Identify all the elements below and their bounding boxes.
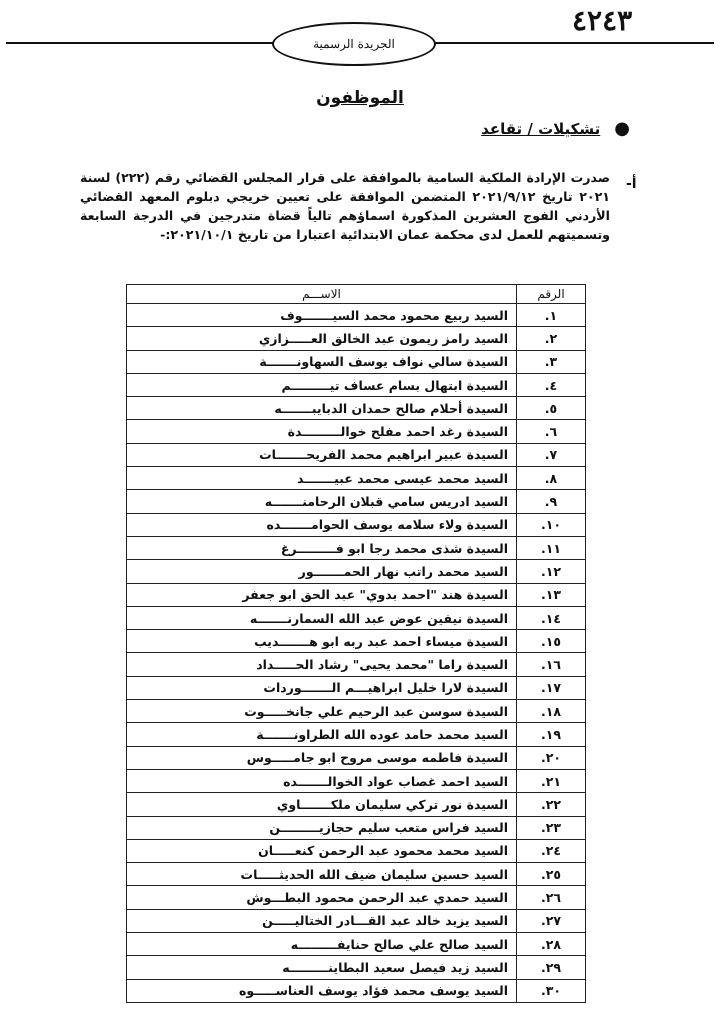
row-number: ١. [517, 304, 586, 327]
row-name: السيدة عبير ابراهيم محمد الفريحـــــــات [127, 443, 517, 466]
row-number: ٢٥. [517, 863, 586, 886]
row-name: السيد زيد فيصل سعيد البطاينـــــــــه [127, 956, 517, 979]
row-name: السيد محمد راتب نهار الحمـــــــور [127, 560, 517, 583]
row-number: ١٥. [517, 630, 586, 653]
header-name: الاســـم [127, 285, 517, 304]
row-name: السيدة أحلام صالح حمدان الدبايبـــــــه [127, 397, 517, 420]
section-title: الموظفون [316, 88, 404, 108]
table-row [127, 536, 586, 559]
row-number: ١٧. [517, 676, 586, 699]
row-name: السيدة ميساء احمد عبد ربه ابو هـــــــديب [127, 630, 517, 653]
table-row [127, 630, 586, 653]
table-row [127, 933, 586, 956]
page-number: ٤٢٤٣ [572, 4, 633, 37]
table-row [127, 467, 586, 490]
row-name: السيد صالح علي صالح حنايفـــــــــه [127, 933, 517, 956]
table-row [127, 490, 586, 513]
row-name: السيدة رغد احمد مفلح خوالـــــــــدة [127, 420, 517, 443]
table-row [127, 839, 586, 862]
row-name: السيدة نور تركي سليمان ملكـــــــاوي [127, 793, 517, 816]
row-number: ٣٠. [517, 979, 586, 1002]
row-number: ١٣. [517, 583, 586, 606]
table-body [127, 304, 586, 1003]
row-name: السيدة لارا خليل ابراهيـــم الـــــــوردات [127, 676, 517, 699]
row-name: السيدة سوسن عبد الرحيم علي جانخـــــوت [127, 700, 517, 723]
row-name: السيد يوسف محمد فؤاد يوسف العناســـــوه [127, 979, 517, 1002]
row-number: ٢١. [517, 769, 586, 792]
bullet-heading [481, 118, 630, 139]
row-name: السيدة ابتهال بسام عساف تيـــــــــم [127, 373, 517, 396]
table-row [127, 793, 586, 816]
gazette-label [272, 22, 436, 66]
row-number: ٩. [517, 490, 586, 513]
row-number: ١٢. [517, 560, 586, 583]
table-row [127, 653, 586, 676]
table-row [127, 956, 586, 979]
row-name: السيد احمد غصاب عواد الخوالـــــــده [127, 769, 517, 792]
row-number: ٨. [517, 467, 586, 490]
paragraph-marker: أ- [626, 176, 637, 192]
row-number: ٢٩. [517, 956, 586, 979]
row-number: ٢٢. [517, 793, 586, 816]
row-number: ١٤. [517, 606, 586, 629]
table-row [127, 863, 586, 886]
row-name: السيد ربيع محمود محمد السيـــــــوف [127, 304, 517, 327]
row-name: السيد ادريس سامي قبلان الرحامنـــــــه [127, 490, 517, 513]
row-name: السيد فراس متعب سليم حجازيـــــــــن [127, 816, 517, 839]
row-name: السيدة شذى محمد رجا ابو فـــــــــرغ [127, 536, 517, 559]
row-name: السيدة سالي نواف يوسف السهاونـــــــة [127, 350, 517, 373]
row-name: السيدة ولاء سلامه يوسف الحوامـــــــده [127, 513, 517, 536]
row-number: ٢٣. [517, 816, 586, 839]
table-row [127, 769, 586, 792]
row-name: السيد محمد حامد عوده الله الطراونـــــــة [127, 723, 517, 746]
table-row [127, 443, 586, 466]
table-row [127, 816, 586, 839]
table-row [127, 979, 586, 1002]
table-row [127, 606, 586, 629]
row-name: السيدة هند "احمد بدوي" عبد الحق ابو جعفر [127, 583, 517, 606]
decree-paragraph: صدرت الإرادة الملكية السامية بالموافقة على قرار المجلس القضائي رقم (٢٢٢) لسنة ٢٠٢١ تاريخ ٢٠٢١/٩/١٢ المتضمن الموافقة على تعيين خريجي دبلوم المعهد القضائي الأردني الفوج العشرين المذكورة اسماؤهم تالياً قضاة متدرجين في الدرجة السابعة وتسميتهم للعمل لدى محكمة عمان الابتدائية اعتبارا من تاريخ ٢٠٢١/١٠/١:- [80, 170, 610, 242]
row-number: ٧. [517, 443, 586, 466]
table-row [127, 373, 586, 396]
table-row [127, 583, 586, 606]
row-name: السيد حسين سليمان ضيف الله الحديثـــــات [127, 863, 517, 886]
appointees-table [126, 284, 586, 1003]
row-name: السيدة راما "محمد يحيى" رشاد الحـــــداد [127, 653, 517, 676]
row-name: السيد محمد محمود عبد الرحمن كنعـــــان [127, 839, 517, 862]
row-name: السيد محمد عيسى محمد عبيـــــــد [127, 467, 517, 490]
table-row [127, 420, 586, 443]
row-number: ١٨. [517, 700, 586, 723]
bullet-heading-text: تشكيلات / تقاعد [481, 119, 601, 138]
gazette-label-text: الجريدة الرسمية [313, 37, 395, 51]
row-number: ٦. [517, 420, 586, 443]
table-row [127, 304, 586, 327]
row-number: ٣. [517, 350, 586, 373]
table-row [127, 886, 586, 909]
header-number: الرقم [517, 285, 586, 304]
table-row [127, 350, 586, 373]
table-row [127, 676, 586, 699]
table-row [127, 746, 586, 769]
bullet-dot-icon: ● [614, 118, 630, 139]
table-row [127, 723, 586, 746]
table-row [127, 909, 586, 932]
table-row [127, 397, 586, 420]
row-name: السيدة نيفين عوض عبد الله السمارنـــــــه [127, 606, 517, 629]
row-name: السيد يزيد خالد عبد القـــادر الختاليـــــن [127, 909, 517, 932]
row-number: ١٩. [517, 723, 586, 746]
row-name: السيدة فاطمه موسى مروح ابو جامـــــوس [127, 746, 517, 769]
row-number: ٢٧. [517, 909, 586, 932]
row-name: السيد حمدي عبد الرحمن محمود البطـــوش [127, 886, 517, 909]
table-row [127, 513, 586, 536]
row-name: السيد رامز ريمون عبد الخالق العـــــزازي [127, 327, 517, 350]
row-number: ٢٠. [517, 746, 586, 769]
row-number: ٤. [517, 373, 586, 396]
table-header-row [127, 285, 586, 304]
row-number: ٢٨. [517, 933, 586, 956]
row-number: ١٠. [517, 513, 586, 536]
table-row [127, 327, 586, 350]
table-row [127, 560, 586, 583]
row-number: ٢٤. [517, 839, 586, 862]
row-number: ٥. [517, 397, 586, 420]
row-number: ١١. [517, 536, 586, 559]
row-number: ١٦. [517, 653, 586, 676]
table-row [127, 700, 586, 723]
row-number: ٢. [517, 327, 586, 350]
row-number: ٢٦. [517, 886, 586, 909]
